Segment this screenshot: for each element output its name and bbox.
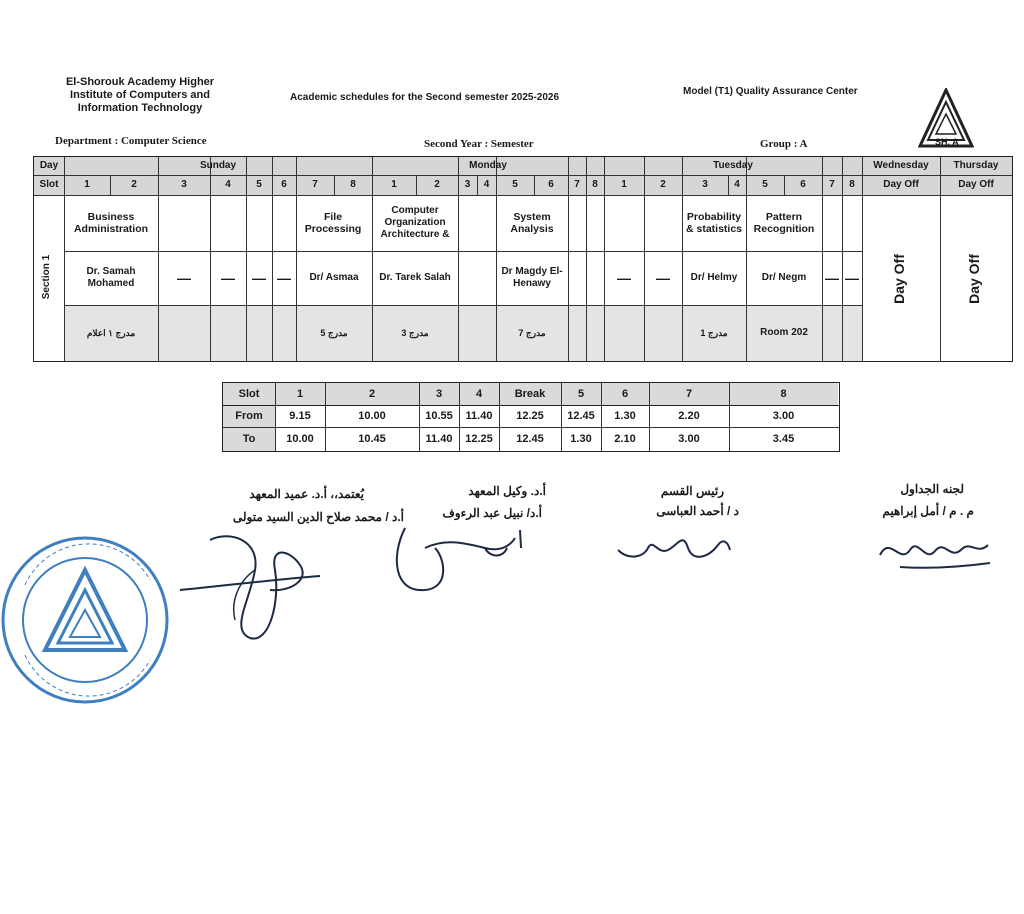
times-to: 11.40 [425, 433, 453, 445]
institute-line-3: Information Technology [77, 102, 203, 114]
slot-number: 8 [592, 179, 598, 190]
times-to: 12.45 [516, 433, 544, 445]
schedule-title: Academic schedules for the Second semester 2025-2026 [290, 92, 560, 103]
dean-signature-icon [160, 520, 330, 650]
room-pattern-recognition: Room 202 [760, 327, 808, 338]
instructor-pattern-recognition: Dr/ Negm [761, 272, 807, 283]
room-probability-statistics: مدرج 1 [700, 328, 728, 338]
course-business-administration: Business Administration [73, 211, 149, 235]
thursday-day-off: Day Off [966, 254, 982, 304]
day-wednesday: Wednesday [873, 160, 929, 171]
empty-slot-dash: — [252, 270, 266, 286]
course-probability-statistics: Probability & statistics [685, 211, 743, 235]
slot-number: 3 [702, 179, 708, 190]
empty-slot-dash: — [177, 270, 191, 286]
times-to: 3.45 [772, 433, 795, 445]
times-to-label: To [242, 433, 256, 445]
times-to: 3.00 [678, 433, 700, 445]
times-from-label: From [235, 410, 263, 422]
room-file-processing: مدرج 5 [320, 328, 348, 338]
times-slot-label: Slot [238, 388, 260, 400]
slot-number: 6 [548, 179, 554, 190]
committee-signature-icon [870, 525, 1000, 575]
department-head-signature-icon [608, 520, 738, 575]
group-label: Group : A [760, 138, 808, 150]
times-slot: 6 [621, 388, 629, 400]
times-to: 12.25 [465, 433, 493, 445]
slot-number: 8 [849, 179, 855, 190]
slot-number: 1 [391, 179, 397, 190]
day-thursday: Thursday [953, 160, 999, 171]
slot-number: 2 [660, 179, 666, 190]
times-to: 2.10 [614, 433, 636, 445]
ministry-stamp-icon [0, 525, 175, 715]
room-business-administration: مدرج ١ اعلام [86, 328, 136, 338]
slot-number: 4 [734, 179, 740, 190]
times-from: 10.00 [358, 410, 386, 422]
times-from: 3.00 [772, 410, 795, 422]
empty-slot-dash: — [221, 270, 235, 286]
slot-number: 2 [434, 179, 440, 190]
slot-number: 1 [84, 179, 90, 190]
times-slot: 3 [435, 388, 443, 400]
times-from: 12.45 [567, 410, 595, 422]
slot-number: 3 [181, 179, 187, 190]
times-from: 2.20 [678, 410, 700, 422]
instructor-probability-statistics: Dr/ Helmy [690, 272, 738, 283]
slot-number: 5 [256, 179, 262, 190]
times-slot: 8 [780, 388, 787, 400]
model-label: Model (T1) Quality Assurance Center [683, 86, 858, 97]
empty-slot-dash: — [656, 270, 670, 286]
day-monday: Monday [469, 160, 507, 171]
slot-number: 1 [621, 179, 627, 190]
slot-number: 8 [350, 179, 356, 190]
times-to: 10.00 [286, 433, 314, 445]
empty-slot-dash: — [845, 270, 859, 286]
instructor-computer-organization: Dr. Tarek Salah [379, 272, 451, 283]
instructor-file-processing: Dr/ Asmaa [309, 272, 359, 283]
department-head-name: د / أحمد العباسى [656, 504, 739, 518]
times-to: 10.45 [358, 433, 386, 445]
department-head-title: رئيس القسم [660, 484, 724, 498]
times-slot: 1 [296, 388, 304, 400]
section-label: Section 1 [41, 254, 52, 300]
times-from: 11.40 [465, 410, 493, 422]
wednesday-day-off: Day Off [891, 254, 907, 304]
slot-number: 4 [483, 179, 490, 190]
dean-name: أ.د / محمد صلاح الدين السيد متولى [232, 510, 404, 524]
year-label: Second Year : Semester [424, 138, 534, 150]
day-sunday: Sunday [199, 160, 237, 171]
slot-number: 7 [312, 179, 318, 190]
logo-text: SH. A [935, 137, 959, 147]
instructor-system-analysis: Dr Magdy El-Henawy [501, 266, 563, 289]
slot-number: 5 [512, 179, 518, 190]
schedule-table [33, 156, 1013, 362]
course-system-analysis: System Analysis [510, 211, 554, 235]
slot-number: 7 [829, 179, 835, 190]
times-from: 1.30 [614, 410, 636, 422]
dean-title: يُعتمد،، أ.د. عميد المعهد [249, 487, 364, 501]
slot-number: 7 [574, 179, 580, 190]
times-slot: 5 [577, 388, 585, 400]
slot-header-label: Slot [39, 179, 59, 190]
empty-slot-dash: — [825, 270, 839, 286]
day-tuesday: Tuesday [713, 160, 753, 171]
instructor-business-administration: Dr. Samah Mohamed [86, 266, 136, 289]
institute-name [40, 76, 240, 115]
thursday-slot-day-off: Day Off [958, 179, 994, 190]
slot-number: 6 [281, 179, 287, 190]
slot-number: 3 [464, 179, 471, 190]
times-slot: 4 [475, 388, 483, 400]
committee-title: لجنه الجداول [900, 482, 964, 496]
times-from: 10.55 [425, 410, 453, 422]
room-system-analysis: مدرج 7 [518, 328, 546, 338]
times-from: 9.15 [289, 410, 311, 422]
slot-number: 6 [800, 179, 806, 190]
empty-slot-dash: — [617, 270, 631, 286]
vice-dean-signature-icon [385, 518, 535, 598]
institute-line-1: El-Shorouk Academy Higher [65, 76, 215, 88]
institute-line-2: Institute of Computers and [70, 89, 210, 101]
course-pattern-recognition: Pattern Recognition [753, 211, 815, 235]
times-to: 1.30 [570, 433, 592, 445]
times-slot: 2 [368, 388, 376, 400]
room-computer-organization: مدرج 3 [401, 328, 429, 338]
committee-name: م . م / أمل إبراهيم [882, 504, 974, 518]
slot-number: 2 [131, 179, 137, 190]
slot-number: 5 [762, 179, 768, 190]
department-label: Department : Computer Science [55, 135, 207, 147]
times-slot: 7 [685, 388, 693, 400]
course-file-processing: File Processing [304, 211, 362, 235]
day-header-label: Day [39, 160, 59, 171]
course-computer-organization: Computer Organization Architecture & [380, 205, 450, 240]
times-from: 12.25 [516, 410, 544, 422]
times-slot: Break [514, 388, 546, 400]
wednesday-slot-day-off: Day Off [883, 179, 919, 190]
slot-number: 4 [225, 179, 231, 190]
vice-dean-title: أ.د. وكيل المعهد [468, 484, 546, 498]
empty-slot-dash: — [277, 270, 291, 286]
vice-dean-name: أ.د/ نبيل عبد الرءوف [442, 506, 542, 520]
slot-times-table [222, 382, 840, 452]
